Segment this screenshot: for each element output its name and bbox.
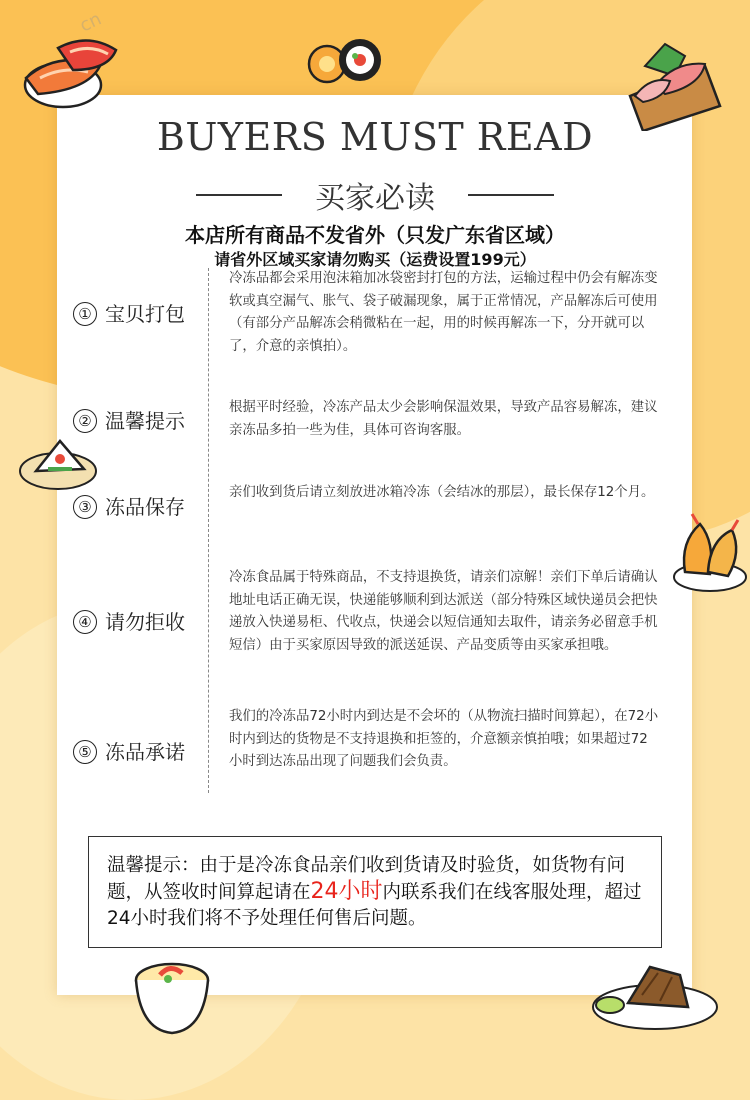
tip-text-after: 内联系我们在线客服处理，超过24小时我们将不予处理任何售后问题。 (107, 882, 642, 929)
section-label (73, 491, 185, 520)
section-text: 根据平时经验，冷冻产品太少会影响保温效果，导致产品容易解冻，建议亲冻品多拍一些为佳，具体可咨询客服。 (229, 400, 658, 438)
section-title: 冻品承诺 (105, 740, 185, 764)
grilled-fish-plate-icon (580, 955, 720, 1035)
steamed-egg-bowl-icon (130, 945, 215, 1040)
section-number: ② (73, 409, 97, 433)
warm-tip-box (88, 836, 662, 948)
section-label (73, 405, 185, 434)
page-subtitle: 买家必读 (315, 181, 435, 216)
subtitle-row (0, 173, 750, 217)
section-title: 宝贝打包 (105, 302, 185, 326)
section-label (73, 298, 185, 327)
section-number: ① (73, 302, 97, 326)
section-label (73, 606, 185, 635)
sushi-roll-icon (305, 32, 385, 92)
divider-left (196, 194, 282, 196)
section-number: ④ (73, 610, 97, 634)
tip-highlight: 24小时 (310, 879, 383, 904)
rice-ball-icon (18, 433, 103, 493)
vertical-dashed-divider (208, 268, 209, 793)
salmon-sushi-icon (18, 30, 123, 115)
watermark: cn (76, 8, 105, 37)
shipping-notice-main: 本店所有商品不发省外（只发广东省区域） (185, 223, 565, 247)
warm-tip-text (107, 853, 647, 932)
section-number: ③ (73, 495, 97, 519)
section-label (73, 736, 185, 765)
section-text: 我们的冷冻品72小时内到达是不会坏的（从物流扫描时间算起），在72小时内到达的货物是不支持退换和拒签的，介意额亲慎拍哦；如果超过72小时到达冻品出现了问题我们会负责。 (229, 709, 659, 769)
section-number: ⑤ (73, 740, 97, 764)
page-title: BUYERS MUST READ (156, 115, 594, 159)
tempura-icon (670, 512, 750, 597)
section-text: 冷冻品都会采用泡沫箱加冰袋密封打包的方法，运输过程中仍会有解冻变软或真空漏气、胀气、袋子破漏现象，属于正常情况，产品解冻后可使用（有部分产品解冻会稍微粘在一起，用的时候再解冻一下，分开就可以了，介意的亲慎拍）。 (229, 271, 658, 354)
section-text: 冷冻食品属于特殊商品，不支持退换货，请亲们凉解！亲们下单后请确认地址电话正确无误，快递能够顺利到达派送（部分特殊区域快递员会把快递放入快递易柜、代收点，快递会以短信通知去取件，请亲务必留意手机短信）由于买家原因导致的派送延误、产品变质等由买家承担哦。 (229, 570, 658, 653)
section-title: 温馨提示 (105, 409, 185, 433)
section-title: 冻品保存 (105, 495, 185, 519)
section-text: 亲们收到货后请立刻放进冰箱冷冻（会结冰的那层），最长保存12个月。 (229, 485, 655, 500)
tip-text-before: 温馨提示：由于是冷冻食品亲们收到货请及时验货，如货物有问题，从签收时间算起请在 (107, 855, 626, 903)
shipping-notice-sub: 请省外区域买家请勿购买（运费设置199元） (214, 250, 536, 269)
section-title: 请勿拒收 (105, 610, 185, 634)
divider-right (468, 194, 554, 196)
